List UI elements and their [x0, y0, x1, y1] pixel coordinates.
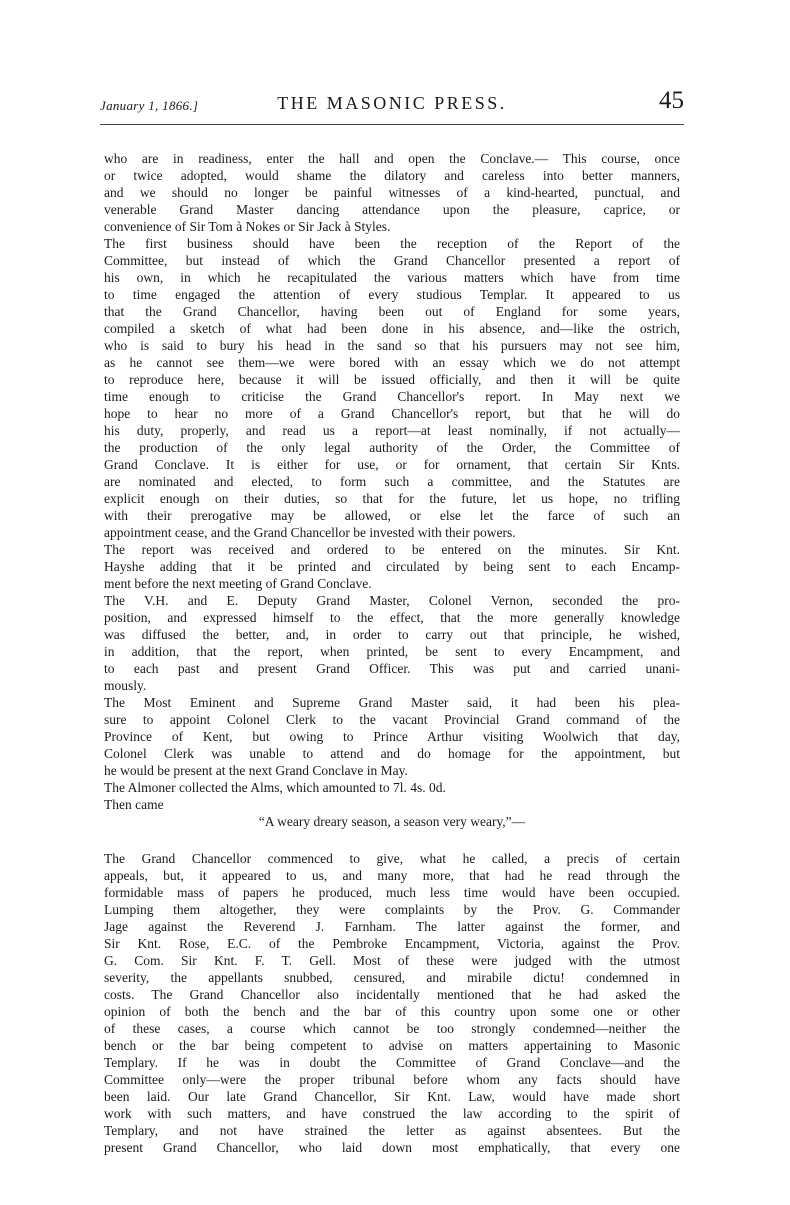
text-line: Then came — [104, 797, 164, 812]
text-line: Grand Conclave. It is either for use, or for ornament, that certain Sir Knts. — [104, 457, 680, 472]
text-line: with their prerogative may be allowed, or else let the farce of such an — [104, 508, 680, 523]
paragraph-gap — [104, 830, 680, 850]
issue-date: January 1, 1866.] — [100, 98, 199, 113]
page-number: 45 — [659, 87, 684, 114]
text-line: work with such matters, and have construed the law according to the spirit of — [104, 1106, 680, 1121]
quoted-verse: “A weary dreary season, a season very weary,”— — [258, 814, 526, 829]
text-line: hope to hear no more of a Grand Chancellor's report, but that he will do — [104, 406, 680, 421]
text-line: present Grand Chancellor, who laid down most emphatically, that every one — [104, 1140, 680, 1155]
text-line: his duty, properly, and read us a report—at least nominally, if not actually— — [104, 423, 680, 438]
text-line: Jage against the Reverend J. Farnham. The latter against the former, and — [104, 919, 680, 934]
text-line: convenience of Sir Tom à Nokes or Sir Jack à Styles. — [104, 219, 391, 234]
text-line: are nominated and elected, to form such a committee, and the Statutes are — [104, 474, 680, 489]
text-line: compiled a sketch of what had been done in his absence, and—like the ostrich, — [104, 321, 680, 336]
text-line: Templary. If he was in doubt the Committee of Grand Conclave—and the — [104, 1055, 680, 1070]
text-line: bench or the bar being competent to advise on matters appertaining to Masonic — [104, 1038, 680, 1053]
text-line: in addition, that the report, when printed, be sent to every Encampment, and — [104, 644, 680, 659]
text-line: Hayshe adding that it be printed and circulated by being sent to each Encamp- — [104, 559, 680, 574]
text-line: Lumping them altogether, they were complaints by the Prov. G. Commander — [104, 902, 680, 917]
text-line: formidable mass of papers he produced, much less time would have been occupied. — [104, 885, 680, 900]
text-line: or twice adopted, would shame the dilatory and careless into better manners, — [104, 168, 680, 183]
text-line: of these cases, a course which cannot be too strongly condemned—neither the — [104, 1021, 680, 1036]
text-line: position, and expressed himself to the effect, that the more generally knowledge — [104, 610, 680, 625]
text-line: The Almoner collected the Alms, which amounted to 7l. 4s. 0d. — [104, 780, 446, 795]
text-line: as he cannot see them—we were bored with an essay which we do not attempt — [104, 355, 680, 370]
text-line: he would be present at the next Grand Conclave in May. — [104, 763, 408, 778]
text-line: Committee only—were the proper tribunal before whom any facts should have — [104, 1072, 680, 1087]
text-line: venerable Grand Master dancing attendance upon the pleasure, caprice, or — [104, 202, 680, 217]
text-line: The report was received and ordered to be entered on the minutes. Sir Knt. — [104, 542, 680, 557]
text-line: sure to appoint Colonel Clerk to the vacant Provincial Grand command of the — [104, 712, 680, 727]
text-line: The Grand Chancellor commenced to give, what he called, a precis of certain — [104, 851, 680, 866]
text-line: G. Com. Sir Knt. F. T. Gell. Most of these were judged with the utmost — [104, 953, 680, 968]
text-line: The first business should have been the reception of the Report of the — [104, 236, 680, 251]
text-line: Committee, but instead of which the Grand Chancellor presented a report of — [104, 253, 680, 268]
page-header — [100, 84, 684, 124]
text-line: been laid. Our late Grand Chancellor, Sir Knt. Law, would have made short — [104, 1089, 680, 1104]
publication-title: THE MASONIC PRESS. — [277, 93, 507, 113]
text-line: to reproduce here, because it will be issued officially, and then it will be quite — [104, 372, 680, 387]
text-line: the production of the only legal authority of the Order, the Committee of — [104, 440, 680, 455]
text-line: time enough to criticise the Grand Chancellor's report. In May next we — [104, 389, 680, 404]
text-line: appointment cease, and the Grand Chancellor be invested with their powers. — [104, 525, 516, 540]
text-line: his own, in which he recapitulated the various matters which have from time — [104, 270, 680, 285]
text-line: opinion of both the bench and the bar of this country upon some one or other — [104, 1004, 680, 1019]
text-line: appeals, but, it appeared to us, and many more, that had he read through the — [104, 868, 680, 883]
text-line: explicit enough on their duties, so that for the future, let us hope, no trifling — [104, 491, 680, 506]
text-line: who is said to bury his head in the sand so that his pursuers may not see him, — [104, 338, 680, 353]
text-line: ment before the next meeting of Grand Conclave. — [104, 576, 372, 591]
text-line: costs. The Grand Chancellor also incidentally mentioned that he had asked the — [104, 987, 680, 1002]
text-line: Sir Knt. Rose, E.C. of the Pembroke Encampment, Victoria, against the Prov. — [104, 936, 680, 951]
text-line: to each past and present Grand Officer. This was put and carried unani- — [104, 661, 680, 676]
text-line: severity, the appellants snubbed, censured, and mirabile dictu! condemned in — [104, 970, 680, 985]
text-line: who are in readiness, enter the hall and open the Conclave.— This course, once — [104, 151, 680, 166]
text-line: Templary, and not have strained the letter as against absentees. But the — [104, 1123, 680, 1138]
text-line: mously. — [104, 678, 147, 693]
text-line: and we should no longer be painful witnesses of a kind-hearted, punctual, and — [104, 185, 680, 200]
text-line: Province of Kent, but owing to Prince Arthur visiting Woolwich that day, — [104, 729, 680, 744]
text-line: The Most Eminent and Supreme Grand Master said, it had been his plea- — [104, 695, 680, 710]
text-line: Colonel Clerk was unable to attend and do homage for the appointment, but — [104, 746, 680, 761]
text-line: The V.H. and E. Deputy Grand Master, Colonel Vernon, seconded the pro- — [104, 593, 680, 608]
header-rule — [100, 124, 684, 125]
article-body — [104, 150, 680, 1156]
text-line: to time engaged the attention of every studious Templar. It appeared to us — [104, 287, 680, 302]
text-line: that the Grand Chancellor, having been out of England for some years, — [104, 304, 680, 319]
text-line: was diffused the better, and, in order to carry out that principle, he wished, — [104, 627, 680, 642]
